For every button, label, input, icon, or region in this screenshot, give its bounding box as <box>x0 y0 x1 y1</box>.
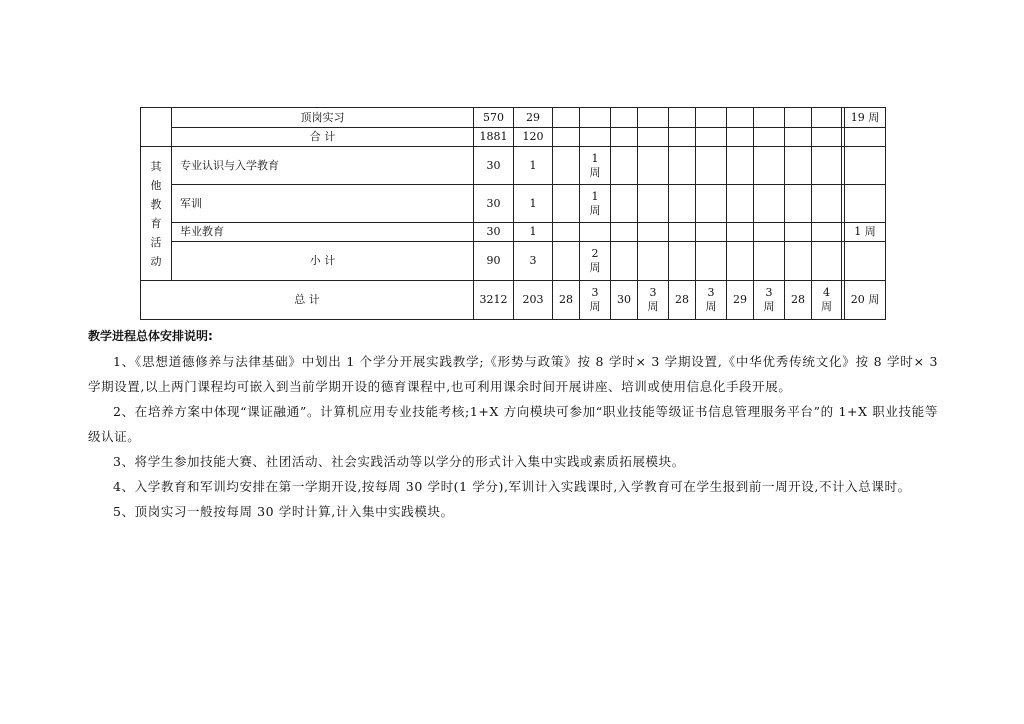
empty-cell <box>141 108 172 147</box>
table-row <box>141 108 886 128</box>
credits-cell: 1 <box>514 185 553 223</box>
course-name: 毕业教育 <box>172 223 474 242</box>
credits-cell: 29 <box>514 108 553 128</box>
notes-title: 教学进程总体安排说明: <box>88 329 213 343</box>
week-cell: 3 周 <box>754 281 785 320</box>
table-row <box>141 242 886 281</box>
hours-cell: 90 <box>474 242 514 281</box>
note-item: 1、《思想道德修养与法律基础》中划出 1 个学分开展实践教学;《形势与政策》按 8 学时× 3 学期设置,《中华优秀传统文化》按 8 学时× 3 学期设置,以上两门课程均可嵌入到当前学期开设的德育课程中,也可利用课余时间开展讲座、培训或使用信息化手段开展。 <box>88 354 938 394</box>
week-cell: 3 周 <box>580 281 611 320</box>
table-row <box>141 147 886 185</box>
group-label: 其 他 教 育 活 动 <box>150 159 162 268</box>
week-cell: 3 周 <box>696 281 727 320</box>
week-cell: 28 <box>553 281 580 320</box>
hours-cell: 30 <box>474 223 514 242</box>
week-cell: 19 周 <box>845 108 886 128</box>
credits-cell: 120 <box>514 128 553 147</box>
credits-cell: 3 <box>514 242 553 281</box>
week-cell: 29 <box>727 281 754 320</box>
course-name: 专业认识与入学教育 <box>172 147 474 185</box>
credits-cell: 203 <box>514 281 553 320</box>
week-cell: 4 周 <box>812 281 842 320</box>
subtotal-label: 小 计 <box>172 242 474 281</box>
course-name: 军训 <box>172 185 474 223</box>
table-row <box>141 128 886 147</box>
week-cell: 1 周 <box>580 147 611 185</box>
week-cell: 20 周 <box>845 281 886 320</box>
hours-cell: 3212 <box>474 281 514 320</box>
week-cell: 28 <box>669 281 696 320</box>
notes-section <box>88 324 938 524</box>
note-item: 4、入学教育和军训均安排在第一学期开设,按每周 30 学时(1 学分),军训计入实践课时,入学教育可在学生报到前一周开设,不计入总课时。 <box>113 479 911 494</box>
credits-cell: 1 <box>514 223 553 242</box>
week-cell: 3 周 <box>638 281 669 320</box>
hours-cell: 570 <box>474 108 514 128</box>
grand-total-label: 总 计 <box>141 281 474 320</box>
group-label-cell <box>141 147 172 281</box>
credits-cell: 1 <box>514 147 553 185</box>
teaching-schedule-table <box>140 107 886 320</box>
table-row <box>141 185 886 223</box>
table-row <box>141 281 886 320</box>
hours-cell: 30 <box>474 147 514 185</box>
hours-cell: 1881 <box>474 128 514 147</box>
week-cell: 30 <box>611 281 638 320</box>
week-cell: 28 <box>785 281 812 320</box>
total-label: 合 计 <box>172 128 474 147</box>
course-name: 顶岗实习 <box>172 108 474 128</box>
week-cell: 1 周 <box>580 185 611 223</box>
week-cell: 1 周 <box>845 223 886 242</box>
note-item: 2、在培养方案中体现“课证融通”。计算机应用专业技能考核;1+X 方向模块可参加“职业技能等级证书信息管理服务平台”的 1+X 职业技能等级认证。 <box>88 404 938 444</box>
table-row <box>141 223 886 242</box>
note-item: 5、顶岗实习一般按每周 30 学时计算,计入集中实践模块。 <box>113 504 454 519</box>
note-item: 3、将学生参加技能大赛、社团活动、社会实践活动等以学分的形式计入集中实践或素质拓展模块。 <box>113 454 685 469</box>
hours-cell: 30 <box>474 185 514 223</box>
week-cell: 2 周 <box>580 242 611 281</box>
